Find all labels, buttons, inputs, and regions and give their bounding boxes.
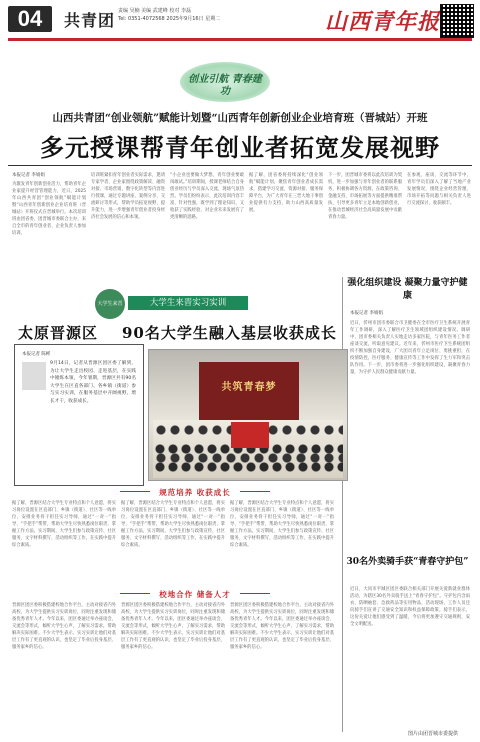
sect1-col-1: 据了解，晋源区结合大学生专业特点和个人意愿，将实习岗位设置在区直部门、乡镇（街道）、社区等一线单位，安排业务骨干担任实习导师，通过“一对一”指导、“手把手”帮带，帮助大学生尽快熟悉岗位职责、掌握工作方法。实习期间，大学生们参与政策宣传、社区服务、文字材料撰写、活动组织等工作，在实践中提升综合素质。 [12, 501, 116, 548]
campaign-logo-text: 创业引航 青春建功 [188, 74, 262, 97]
sect1-col-3: 据了解，晋源区结合大学生专业特点和个人意愿，将实习岗位设置在区直部门、乡镇（街道）、社区等一线单位，安排业务骨干担任实习导师，通过“一对一”指导、“手把手”帮带，帮助大学生尽快熟悉岗位职责、掌握工作方法。实习期间，大学生们参与政策宣传、社区服务、文字材料撰写、活动组织等工作，在实践中提升综合素质。 [230, 501, 334, 548]
sect2-title: 校地合作 储备人才 [159, 590, 231, 599]
student-practice-badge-icon: 大学生来晋 [95, 289, 125, 319]
right-story1-title: 强化组织建设 凝聚力量守护健康 [347, 278, 468, 301]
main-kicker: 山西共青团“创业领航”赋能计划暨“山西青年创新创业企业培育班（晋城站）开班 [52, 112, 428, 124]
photo-credit: 图片由团晋城市委提供 [408, 731, 459, 737]
photo-backdrop-text: 共筑青春梦 [221, 382, 277, 393]
right-column-divider [342, 277, 343, 732]
practice-banner: 大学生来晋实习实训 [128, 296, 248, 310]
editor-line: 责编 吴楠 美编 武建峰 校对 李磊 [118, 8, 191, 14]
sect1-bar-right [240, 491, 270, 492]
sect2-bar-right [240, 593, 270, 594]
page-number: 04 [8, 6, 52, 32]
sect1-col-2: 据了解，晋源区结合大学生专业特点和个人意愿，将实习岗位设置在区直部门、乡镇（街道）、社区等一线单位，安排业务骨干担任实习导师，通过“一对一”指导、“手把手”帮带，帮助大学生尽快熟悉岗位职责、掌握工作方法。实习期间，大学生们参与政策宣传、社区服务、文字材料撰写、活动组织等工作，在实践中提升综合素质。 [121, 501, 225, 548]
group-photo [148, 349, 348, 481]
sect1-title: 规范培养 收获成长 [159, 488, 231, 497]
right-story1-body: 近日，忻州市团市委联合市卫健委在全市医疗卫生系统开展青年工作调研，深入了解医疗卫生领域团组织建设情况。调研中，团市委相关负责人实地走访多家医院，与青年医务工作者座谈交流，听取意见建议。近年来，忻州市医疗卫生系统团组织不断加强自身建设，广大团员青年立足岗位、勇挑重担，在疫情防控、医疗服务、健康宣传等工作中发挥了生力军和突击队作用。下一步，团市委将进一步强化组织建设，凝聚青春力量，为守护人民群众健康贡献力量。 [350, 321, 470, 375]
right-story2-title: 30名外卖骑手获“青春守护包” [346, 557, 469, 567]
right-top-col: 在参观、座谈、交流等环节中，青年学员们深入了解了当地产业发展情况，围绕企业经营管理、市场开拓等问题与相关负责人进行交流探讨，收获颇丰。 [407, 173, 471, 206]
sect1-bar-left [120, 491, 150, 492]
sect2-col-3: 晋源区团区委积极搭建校地合作平台，主动对接省内外高校，为大学生提供实习实训岗位，同时注重发现和储备优秀青年人才。今年以来，团区委通过举办座谈会、交流会等形式，倾听大学生心声，了解实习需求，帮助解决实际困难。不少大学生表示，实习实训让他们对基层工作有了更直观的认识，也坚定了毕业后投身基层、服务家乡的信心。 [230, 603, 334, 650]
contact-date-line: Tel: 0351-4072568 2025年9月16日 星期二 [118, 16, 221, 22]
header-rule [8, 38, 472, 41]
main-col-4: 据了解，团省委将持续深化“创业领航”赋能计划，聚焦青年创业者成长需求，搭建学习交流、资源对接、服务保障平台，为广大青年在三晋大地干事创业提供有力支持，助力山西高质量发展。 [249, 173, 323, 213]
right-story2-body: 近日，大同市平城区团区委联合相关部门开展关爱新就业群体活动，为辖区30名外卖骑手送上“青春守护包”。守护包内含雨衣、防晒袖套、急救药品等实用物品，活动现场，工作人员还向骑手们宣讲了交通安全知识和权益保障政策。骑手们表示，这份关爱让他们感受到了温暖，今后将更加遵守交通规则，安全文明配送。 [350, 587, 470, 627]
qr-code-icon [440, 4, 474, 38]
sect2-col-2: 晋源区团区委积极搭建校地合作平台，主动对接省内外高校，为大学生提供实习实训岗位，同时注重发现和储备优秀青年人才。今年以来，团区委通过举办座谈会、交流会等形式，倾听大学生心声，了解实习需求，帮助解决实际困难。不少大学生表示，实习实训让他们对基层工作有了更直观的认识，也坚定了毕业后投身基层、服务家乡的信心。 [121, 603, 225, 650]
main-headline: 多元授课帮青年创业者拓宽发展视野 [40, 133, 440, 162]
sect2-bar-left [120, 593, 150, 594]
main-col-5: 下一步，团晋城市委将以此次培训为契机，进一步加强与青年创业者的联系服务，积极协调各方资源，在政策咨询、金融支持、市场拓展等方面提供精准帮扶，引导更多青年立足本地创新创业，在推动晋城经济社会高质量发展中贡献青春力量。 [328, 173, 402, 220]
main-col-1: 为激发青年创新创业活力，帮助青年企业家提升经营管理能力，近日，2025年山西共青团“创业领航”赋能计划暨“山西青年创新创业企业培育班（晋城站）开班仪式在晋城举行。本次培训班由团省委、团晋城市委联合主办，来自全市的青年创业者、企业负责人参加培训。 [12, 182, 86, 236]
editor-meta [118, 7, 238, 23]
main-col-2: 培训班紧扣青年创业者实际需求，邀请专家学者、企业家围绕政策解读、融资对接、市场营销、数字化转型等内容进行授课，通过专题讲座、案例分享、交流研讨等形式，帮助学员拓宽视野、提升能力，进一步增强青年创业者投身经济社会发展的信心和本领。 [91, 173, 165, 220]
practice-location: 太原晋源区 [18, 324, 99, 342]
section-title: 共青团 [64, 11, 116, 30]
newspaper-logo: 山西青年报 [325, 9, 441, 35]
practice-byline: 本报记者 陈彬 [22, 352, 51, 357]
photo-flag [231, 422, 269, 448]
sect2-col-1: 晋源区团区委积极搭建校地合作平台，主动对接省内外高校，为大学生提供实习实训岗位，同时注重发现和储备优秀青年人才。今年以来，团区委通过举办座谈会、交流会等形式，倾听大学生心声，了解实习需求，帮助解决实际困难。不少大学生表示，实习实训让他们对基层工作有了更直观的认识，也坚定了毕业后投身基层、服务家乡的信心。 [12, 603, 116, 650]
right-story1-byline: 本报记者 李娟娟 [350, 311, 383, 316]
practice-headline: 90名大学生融入基层收获成长 [122, 324, 337, 342]
practice-lead: 9月14日，记者从晋源区团区委了解到，为让大学生走出校园、走进基层，在实践中锤炼本领，今年暑期，晋源区共有90名大学生在区直各部门、各乡镇（街道）参与实习实训，在服务基层中开阔视野、增长才干，收获成长。 [50, 361, 136, 404]
main-byline: 本报记者 李娟娟 [12, 173, 45, 178]
main-col-3: “小企业也要做大梦想，青年创业要敢闯敢试。”培训期间，授课老师结合自身创业经历与学员深入交流，现场气氛热烈。学员们纷纷表示，此次培训内容丰富、针对性强，既学到了理论知识，又收获了实践经验，对企业未来发展有了更清晰的思路。 [170, 173, 244, 220]
quote-icon [22, 362, 46, 390]
headline-divider [8, 165, 472, 166]
